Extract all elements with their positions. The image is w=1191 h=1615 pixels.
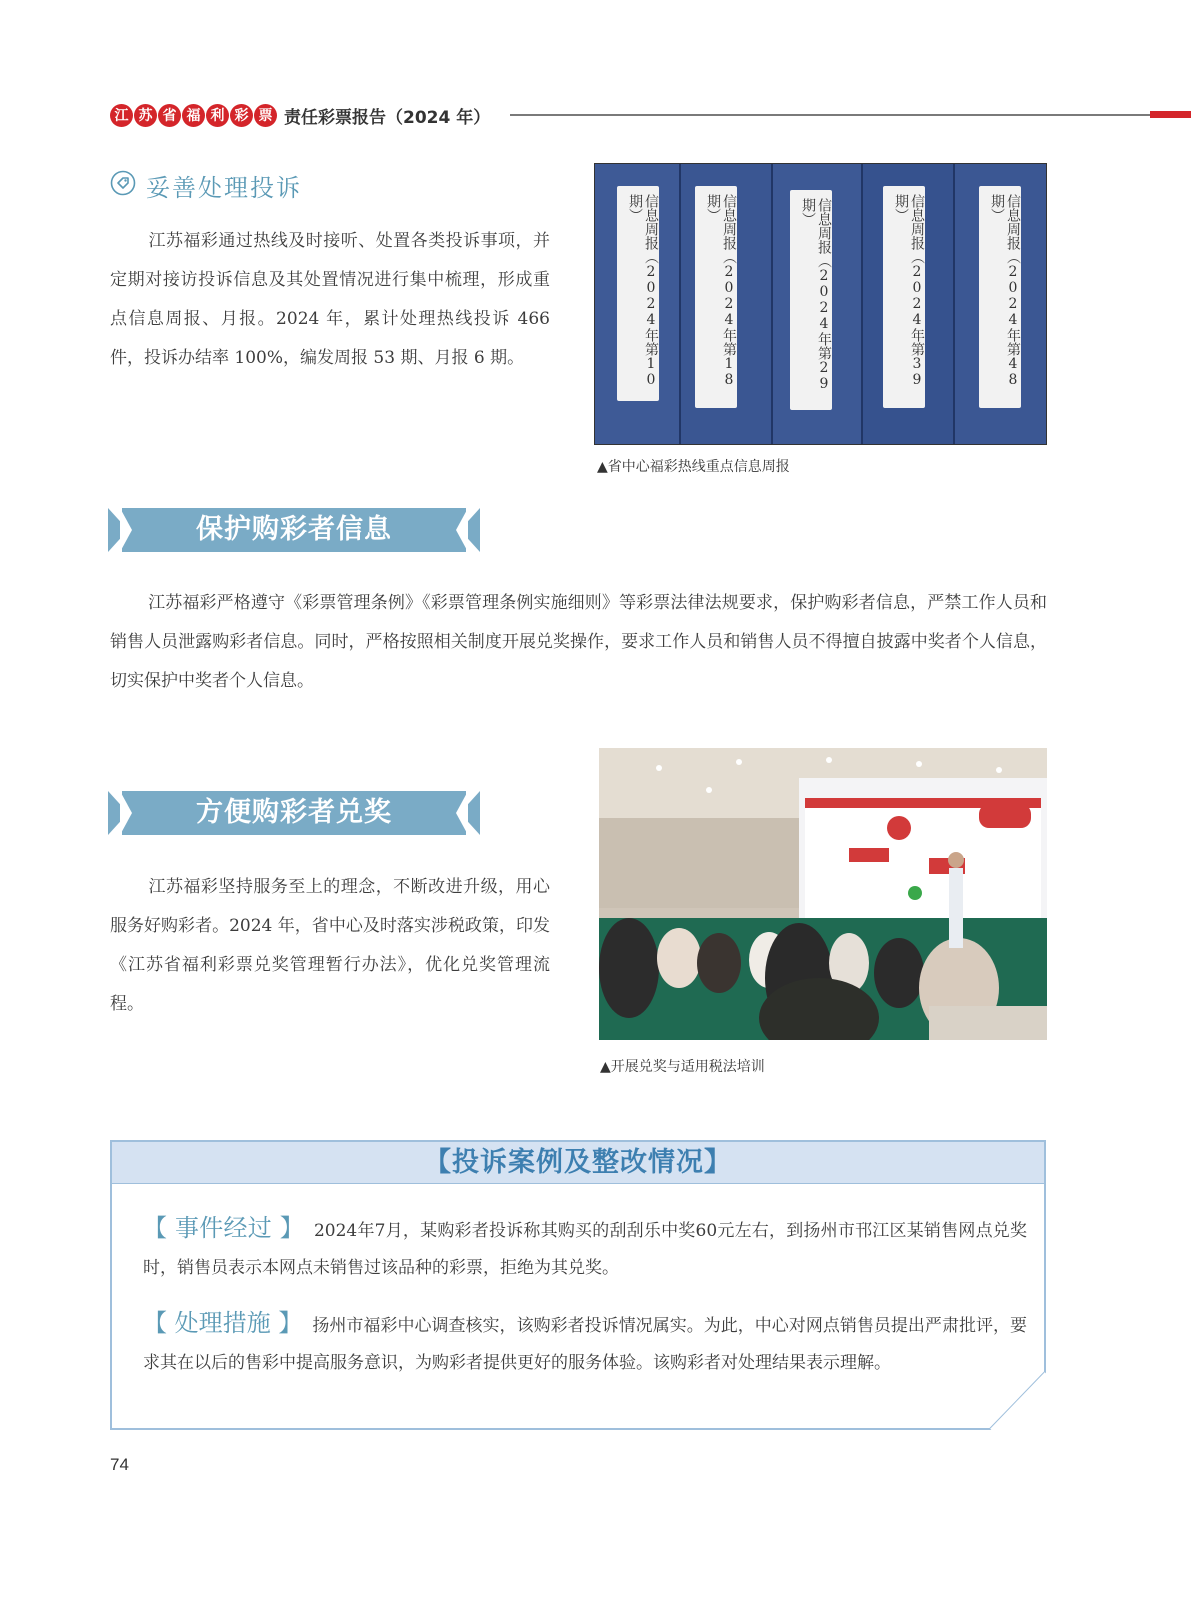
binder-spine-label: 信息周报（2024年第18期） [695,186,737,408]
header-char: 彩 [230,104,253,127]
redeem-text: 江苏福彩坚持服务至上的理念，不断改进升级，用心服务好购彩者。2024 年，省中心及时落实涉税政策，印发《江苏省福利彩票兑奖管理暂行办法》，优化兑奖管理流程。 [110,877,550,1014]
binder-spine-label: 信息周报（2024年第39期） [883,186,925,408]
case-event-text: 2024年7月，某购彩者投诉称其购买的刮刮乐中奖60元左右，到扬州市邗江区某销售网点兑奖时，销售员表示本网点未销售过该品种的彩票，拒绝为其兑奖。 [143,1221,1027,1278]
header-rule [510,114,1191,116]
photo-caption: ▲省中心福彩热线重点信息周报 [597,459,790,475]
page-number: 74 [110,1455,129,1474]
complaints-text: 江苏福彩通过热线及时接听、处置各类投诉事项，并定期对接访投诉信息及其处置情况进行集中梳理，形成重点信息周报、月报。2024 年，累计处理热线投诉 466 件，投诉办结率 100%，编发周报 53 期、月报 6 期。 [110,231,550,368]
header-char: 利 [206,104,229,127]
section-ribbon-redeem [108,791,480,835]
page-header [110,100,490,130]
training-photo [599,748,1047,1040]
header-rule-accent [1150,111,1191,118]
redeem-paragraph [110,868,550,1024]
case-measure [143,1305,1027,1382]
header-char: 福 [182,104,205,127]
binder-spine-label: 信息周报（2024年第10期） [617,186,659,401]
header-char: 江 [110,104,133,127]
section-title-protect: 保护购彩者信息 [196,514,392,545]
binder-spine-label: 信息周报（2024年第29期） [790,190,832,410]
photo-caption: ▲开展兑奖与适用税法培训 [600,1059,765,1075]
section-ribbon-protect [108,508,480,552]
complaints-paragraph [110,222,550,378]
binder-spine-label: 信息周报（2024年第48期） [979,186,1021,408]
case-measure-label: 【 处理措施 】 [143,1309,303,1337]
case-measure-text: 扬州市福彩中心调查核实，该购彩者投诉情况属实。为此，中心对网点销售员提出严肃批评，要求其在以后的售彩中提高服务意识，为购彩者提供更好的服务体验。该购彩者对处理结果表示理解。 [143,1316,1028,1373]
section-title-complaints: 妥善处理投诉 [146,174,302,202]
protect-paragraph [110,584,1047,701]
case-title: 【投诉案例及整改情况】 [424,1147,732,1178]
case-event-label: 【 事件经过 】 [143,1214,304,1242]
header-title: 责任彩票报告（2024 年） [284,107,491,128]
protect-text: 江苏福彩严格遵守《彩票管理条例》《彩票管理条例实施细则》等彩票法律法规要求，保护购彩者信息，严禁工作人员和销售人员泄露购彩者信息。同时，严格按照相关制度开展兑奖操作，要求工作人员和销售人员不得擅自披露中奖者个人信息，切实保护中奖者个人信息。 [110,593,1047,691]
header-char: 苏 [134,104,157,127]
case-event [143,1210,1027,1287]
binders-photo [594,163,1047,445]
section-title-redeem: 方便购彩者兑奖 [196,797,392,828]
header-char: 省 [158,104,181,127]
tag-icon [110,170,136,196]
header-char: 票 [254,104,277,127]
